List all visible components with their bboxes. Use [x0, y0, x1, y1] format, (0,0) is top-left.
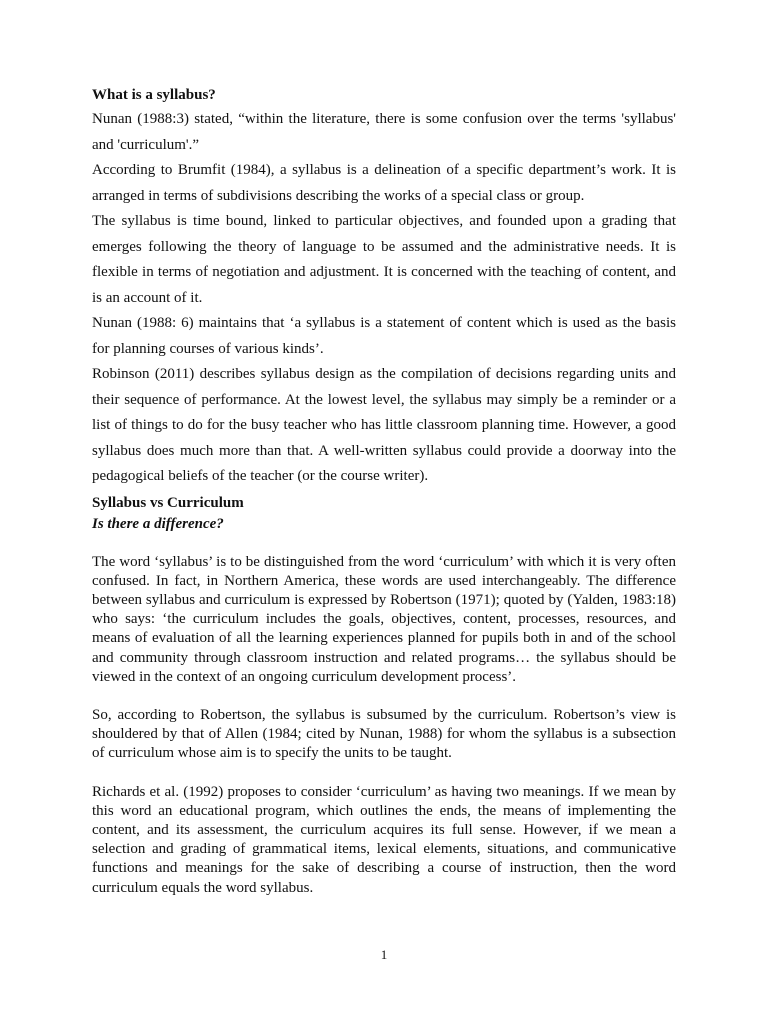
section-heading-what-is-syllabus: What is a syllabus?	[92, 87, 216, 103]
paragraph-brumfit: According to Brumfit (1984), a syllabus is a delineation of a specific department’s work. It is arranged in terms of subdivisions describing the works of a special class or group.	[92, 162, 676, 204]
section-subheading-difference: Is there a difference?	[92, 515, 224, 532]
paragraph-nunan-1988-6: Nunan (1988: 6) maintains that ‘a syllabus is a statement of content which is used as the basis for planning courses of various kinds’.	[92, 315, 676, 357]
paragraph-time-bound: The syllabus is time bound, linked to particular objectives, and founded upon a grading that emerges following the theory of language to be assumed and the administrative needs. It is flexible in terms of negotiation and adjustment. It is concerned with the teaching of content, and is an account of it.	[92, 213, 676, 306]
paragraph-richards: Richards et al. (1992) proposes to consider ‘curriculum’ as having two meanings. If we mean by this word an educational program, which outlines the ends, the means of implementing the content, and its assessment, the curriculum acquires its full sense. However, if we mean a selection and grading of grammatical items, lexical elements, situations, and communicative functions and meanings for the sake of describing a course of instruction, then the word curriculum equals the word syllabus.	[92, 783, 676, 896]
page-content	[92, 84, 676, 898]
paragraph-nunan-1988-3: Nunan (1988:3) stated, “within the literature, there is some confusion over the terms 'syllabus' and 'curriculum'.”	[92, 111, 676, 153]
paragraph-robertson-view: So, according to Robertson, the syllabus is subsumed by the curriculum. Robertson’s view is shouldered by that of Allen (1984; cited by Nunan, 1988) for whom the syllabus is a subsection of curriculum whose aim is to specify the units to be taught.	[92, 706, 676, 762]
section-heading-syllabus-vs-curriculum: Syllabus vs Curriculum	[92, 494, 244, 511]
paragraph-syllabus-distinguished: The word ‘syllabus’ is to be distinguished from the word ‘curriculum’ with which it is very often confused. In fact, in Northern America, these words are used interchangeably. The difference between syllabus and curriculum is expressed by Robertson (1971); quoted by (Yalden, 1983:18) who says: ‘the curriculum includes the goals, objectives, content, processes, resources, and means of evaluation of all the learning experiences planned for pupils both in and of the school and community through classroom instruction and related programs… the syllabus should be viewed in the context of an ongoing curriculum development process’.	[92, 553, 676, 685]
paragraph-robinson: Robinson (2011) describes syllabus design as the compilation of decisions regarding units and their sequence of performance. At the lowest level, the syllabus may simply be a reminder or a list of things to do for the busy teacher who has little classroom planning time. However, a good syllabus does much more than that. A well-written syllabus could provide a doorway into the pedagogical beliefs of the teacher (or the course writer).	[92, 366, 676, 484]
page-number: 1	[380, 947, 388, 962]
